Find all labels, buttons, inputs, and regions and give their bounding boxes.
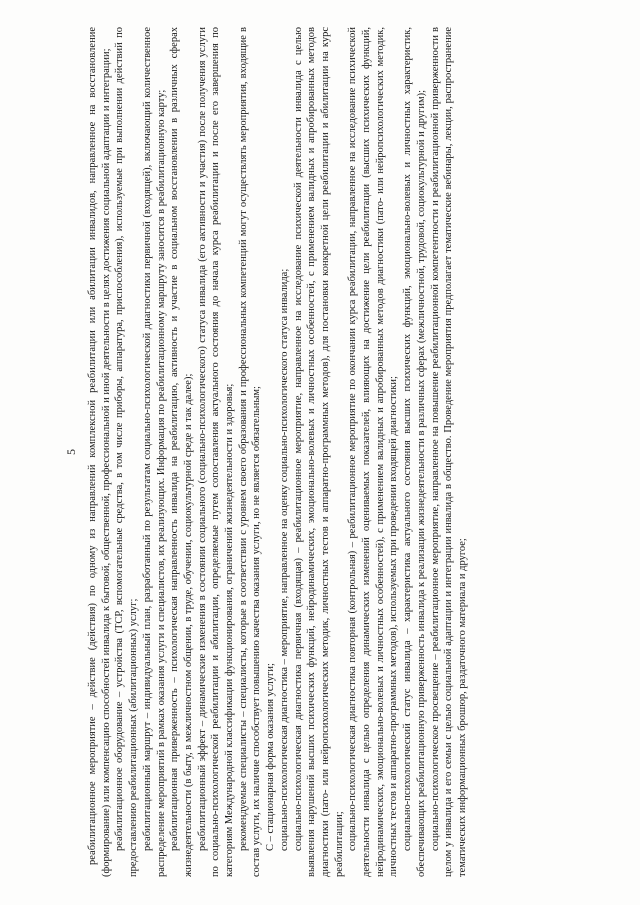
rotated-content: [64, 27, 612, 877]
paragraph-inpatient-form: С – стационарная форма оказания услуги;: [265, 663, 277, 851]
paragraph-psych-education: социально-психологическое просвещение – реабилитационное мероприятие, направленное на повышение реабилитационной компетентности и реабилитационной приверженности в целом у инвалида и его семьи с целью социальной адаптации и интеграции инвалида в общество. Проведение мероприятия предполагает тематические вебинары, лекции, распространение тематических информационных брошюр, раздаточного материала и другое;: [429, 27, 468, 877]
paragraph-diagnostics-repeat: социально-психологическая диагностика повторная (контрольная) – реабилитационное мероприятие по окончании курса реабилитации, направленное на исследование психической деятельности инвалида с целью определения динамических изменений оцениваемых показателей, влияющих на достижение цели реабилитации (высших психических функций, нейродинамических, эмоционально-волевых и личностных особенностей), с применением валидных и апробированных методов диагностики (пато- или нейропсихологических методик, личностных тестов и аппаратно-программных методов), используемых при проведении входящей диагностики;: [347, 27, 400, 877]
paragraph-diagnostics-primary: социально-психологическая диагностика первичная (входящая) – реабилитационное мероприятие, направленное на исследование психической деятельности инвалида с целью выявления нарушений высших психических функций, нейродинамических, эмоционально-волевых и личностных особенностей, с применением валидных и апробированных методов диагностики (пато- или нейропсихологических методик, личностных тестов и аппаратно-программных методов), для постановки конкретной цели реабилитации и абилитации на курс реабилитации;: [292, 27, 345, 877]
paragraph-recommended-specialists: рекомендуемые специалисты – специалисты, которые в соответствии с уровнем своего образования и профессиональных компетенций могут осуществлять мероприятия, входящие в состав услуги, их наличие способствует повышению качества оказания услуги, но не является обязательным;: [237, 27, 263, 877]
definitions-text: [86, 27, 470, 877]
paragraph-rehab-effect: реабилитационный эффект – динамические изменения в состоянии социального (социально-психологического) статуса инвалида (его активности и участия) после получения услуги по социально-психологической реабилитации и абилитации, определяемые путем сопоставления актуального состояния до начала курса реабилитации и после его завершения по категориям Международной классификации функционирования, ограничений жизнедеятельности и здоровья;: [196, 27, 236, 877]
paragraph-rehab-route: реабилитационный маршрут – индивидуальный план, разработанный по результатам социально-психологической диагностики первичной (входящей), включающий количественное распределение мероприятий в рамках оказания услуги и специалистов, их реализующих. Информация по реабилитационному маршруту заносится в реабилитационную карту;: [141, 27, 167, 877]
paragraph-rehab-equipment: реабилитационное оборудование – устройства (ТСР, вспомогательные средства, в том числе приборы, аппаратура, приспособления), используемые при выполнении действий по предоставлению реабилитационных (абилитационных) услуг;: [114, 27, 140, 877]
page-number: 5: [64, 449, 78, 455]
paragraph-rehab-adherence: реабилитационная приверженность – психологическая направленность инвалида на реабилитацию, активность и участие в социальном восстановлении в различных сферах жизнедеятельности (в быту, в межличностном общении, в труде, обучении, социокультурной среде и так далее);: [169, 27, 194, 877]
paragraph-psych-status: социально-психологический статус инвалида – характеристика актуального состояния высших психических функций, эмоционально-волевых и личностных характеристик, обеспечивающих реабилитационную приверженность инвалида к реализации жизнедеятельности в различных сферах (межличностной, трудовой, социокультурной и другим);: [402, 27, 427, 877]
paragraph-rehab-measure: реабилитационное мероприятие – действие (действия) по одному из направлений комплексной реабилитации или абилитации инвалидов, направленное на восстановление (формирование) или компенсацию способностей инвалида к бытовой, общественной, профессиональной и иной деятельности в целях достижения социальной адаптации и интеграции;: [87, 27, 112, 877]
paragraph-diagnostics: социально-психологическая диагностика – мероприятие, направленное на оценку социально-психологического статуса инвалида;: [278, 268, 290, 851]
